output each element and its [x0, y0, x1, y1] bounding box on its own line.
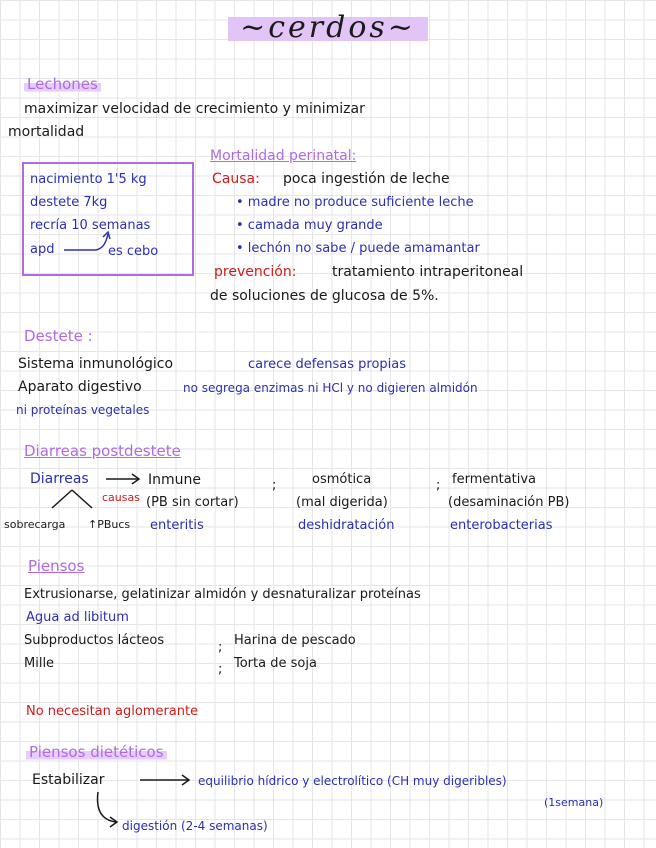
page-title-text: ~cerdos~	[228, 10, 428, 45]
diarreas-arrow	[104, 472, 144, 486]
dieteticos-equilibrio: equilibrio hídrico y electrolítico (CH muy digeribles)	[198, 774, 507, 788]
causas-label: causas	[102, 491, 140, 504]
box-line-recria: recría 10 semanas	[30, 218, 151, 233]
dieteticos-estabilizar: Estabilizar	[32, 772, 105, 788]
lechones-line2: mortalidad	[8, 124, 85, 140]
page-title	[0, 10, 656, 45]
dieteticos-semana: (1semana)	[544, 796, 604, 809]
sobrecarga-label: sobrecarga	[4, 518, 66, 531]
destete-sistema: Sistema inmunológico	[18, 356, 174, 372]
box-line-cebo: es cebo	[108, 244, 159, 259]
heading-piensos: Piensos	[28, 557, 85, 575]
diarrea-mal-digerida: (mal digerida)	[296, 495, 388, 510]
diarrea-inmune-pb: (PB sin cortar)	[146, 495, 239, 510]
dieteticos-arrow	[138, 773, 194, 787]
heading-lechones: Lechones	[24, 75, 101, 93]
diarreas-label: Diarreas	[30, 471, 89, 487]
diarrea-fermentativa: fermentativa	[452, 472, 537, 487]
diarrea-osmotica: osmótica	[312, 472, 372, 487]
destete-sistema-desc: carece defensas propias	[248, 357, 407, 372]
separator-2: ;	[436, 478, 441, 493]
box-line-destete: destete 7kg	[30, 195, 108, 210]
prevencion-text-2: de soluciones de glucosa de 5%.	[210, 288, 439, 304]
diarrea-inmune: Inmune	[148, 472, 201, 488]
heading-diarreas: Diarreas postdestete	[24, 442, 181, 460]
destete-aparato: Aparato digestivo	[18, 379, 142, 395]
box-line-nacimiento: nacimiento 1'5 kg	[30, 172, 147, 187]
prevencion-text: tratamiento intraperitoneal	[332, 264, 524, 280]
piensos-no-aglomerante: No necesitan aglomerante	[26, 704, 199, 719]
piensos-harina: Harina de pescado	[234, 633, 356, 648]
prevencion-label: prevención:	[214, 264, 297, 280]
causa-label: Causa:	[212, 171, 260, 187]
lechones-line1: maximizar velocidad de crecimiento y minimizar	[24, 101, 365, 117]
destete-aparato-desc-2: ni proteínas vegetales	[16, 403, 150, 417]
piensos-agua: Agua ad libitum	[26, 610, 129, 625]
separator-1: ;	[272, 478, 277, 493]
dieteticos-branch-arrow	[92, 790, 122, 830]
piensos-mille: Mille	[24, 656, 55, 671]
diarrea-enteritis: enteritis	[150, 518, 204, 533]
box-line-apd: apd	[30, 242, 55, 257]
dieteticos-digestion: digestión (2-4 semanas)	[122, 819, 268, 833]
causa-text: poca ingestión de leche	[283, 171, 450, 187]
piensos-line1: Extrusionarse, gelatinizar almidón y desnaturalizar proteínas	[24, 587, 421, 602]
box-arrow	[62, 228, 112, 258]
destete-aparato-desc: no segrega enzimas ni HCl y no digieren almidón	[183, 381, 478, 395]
pbucs-label: ↑PBucs	[88, 518, 131, 531]
piensos-subproductos: Subproductos lácteos	[24, 633, 165, 648]
heading-mortalidad: Mortalidad perinatal:	[210, 148, 357, 164]
heading-destete: Destete :	[24, 327, 93, 345]
diarrea-deshidratacion: deshidratación	[298, 518, 395, 533]
causa-bullet-3: • lechón no sabe / puede amamantar	[236, 241, 480, 256]
diarreas-branch	[44, 488, 104, 512]
heading-dieteticos: Piensos dietéticos	[26, 743, 167, 761]
causa-bullet-1: • madre no produce suficiente leche	[236, 195, 474, 210]
piensos-torta: Torta de soja	[234, 656, 317, 671]
separator-4: ;	[218, 662, 223, 677]
causa-bullet-2: • camada muy grande	[236, 218, 383, 233]
diarrea-enterobacterias: enterobacterias	[450, 518, 553, 533]
separator-3: ;	[218, 640, 223, 655]
diarrea-desaminacion: (desaminación PB)	[448, 495, 570, 510]
